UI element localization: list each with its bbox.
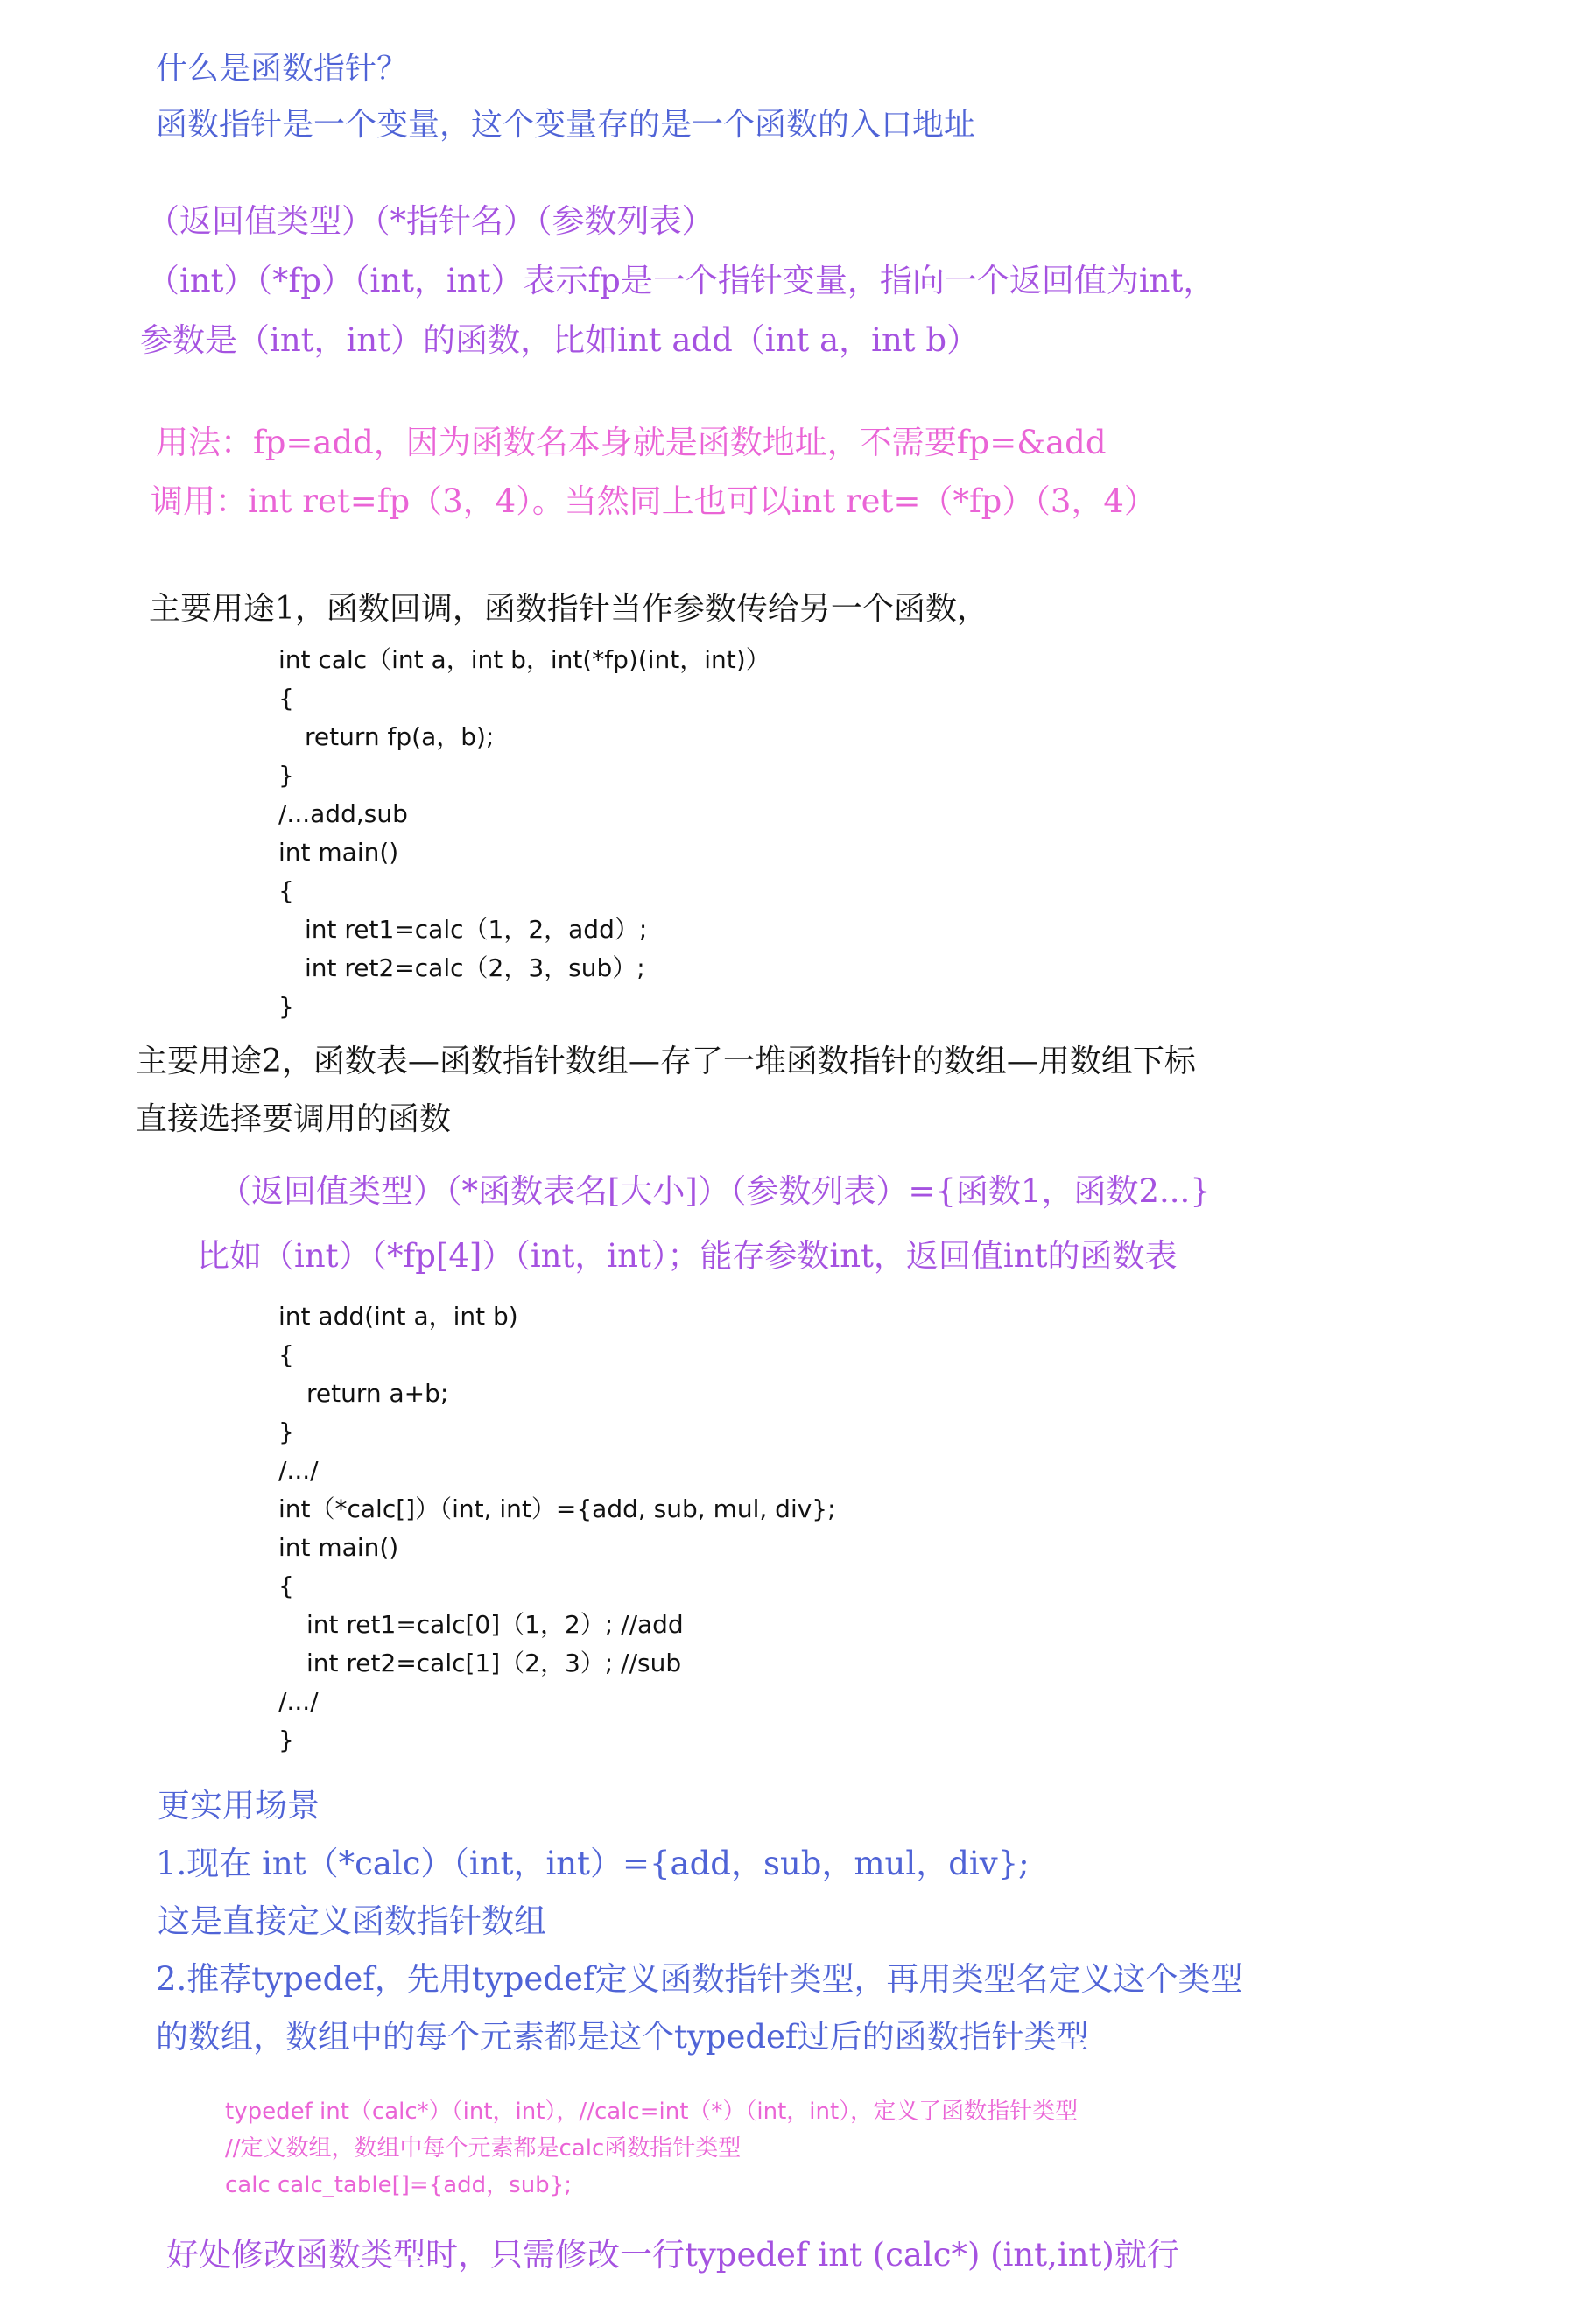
use2-code-line: int add(int a，int b) <box>278 1302 518 1331</box>
use2-code-line: } <box>278 1726 294 1754</box>
syntax-template: （返回值类型）（*指针名）（参数列表） <box>147 202 714 240</box>
use2-code-line: int main() <box>278 1533 399 1562</box>
use1-code-line: /...add,sub <box>278 799 408 828</box>
use2-code-line: { <box>278 1571 294 1600</box>
syntax-example-line1: （int）（*fp）（int，int）表示fp是一个指针变量，指向一个返回值为int， <box>147 262 1216 299</box>
use2-code-line: /.../ <box>278 1687 319 1716</box>
use1-code-line: int ret2=calc（2，3，sub）; <box>305 953 645 982</box>
use1-code-line: int ret1=calc（1，2，add）; <box>305 915 648 944</box>
use1-code-line: } <box>278 761 294 790</box>
use2-template: （返回值类型）（*函数表名[大小]）（参数列表）={函数1，函数2...} <box>219 1172 1211 1210</box>
practical-code-line: //定义数组，数组中每个元素都是calc函数指针类型 <box>225 2135 742 2162</box>
use2-heading-line1: 主要用途2，函数表—函数指针数组—存了一堆函数指针的数组—用数组下标 <box>136 1044 1196 1079</box>
syntax-example-line2: 参数是（int，int）的函数，比如int add（int a，int b） <box>140 321 980 359</box>
use2-code-line: int ret2=calc[1]（2，3）; //sub <box>306 1649 682 1677</box>
use1-code-line: { <box>278 684 294 713</box>
use2-code-line: int（*calc[]）（int, int）={add, sub, mul, div}; <box>278 1494 836 1523</box>
use1-code-line: { <box>278 876 294 905</box>
intro-question: 什么是函数指针？ <box>156 51 409 87</box>
use1-code-line: return fp(a，b); <box>305 722 495 751</box>
practical-benefit: 好处修改函数类型时，只需修改一行typedef int (calc*) (int,int)就行 <box>166 2236 1179 2274</box>
use2-code-line: /.../ <box>278 1456 319 1485</box>
usage-call: 调用：int ret=fp（3，4）。当然同上也可以int ret=（*fp）（3，4） <box>151 482 1157 520</box>
use2-code-line: } <box>278 1417 294 1446</box>
use1-code-line: int main() <box>278 838 399 867</box>
usage-assign: 用法：fp=add，因为函数名本身就是函数地址，不需要fp=&add <box>156 424 1107 461</box>
use1-code-line: } <box>278 992 294 1021</box>
intro-definition: 函数指针是一个变量，这个变量存的是一个函数的入口地址 <box>156 107 976 143</box>
use2-code-line: int ret1=calc[0]（1，2）; //add <box>306 1610 684 1639</box>
practical-item2-line2: 的数组，数组中的每个元素都是这个typedef过后的函数指针类型 <box>156 2018 1089 2056</box>
practical-heading: 更实用场景 <box>158 1787 320 1824</box>
use2-code-line: return a+b; <box>306 1379 449 1408</box>
use2-example: 比如（int）（*fp[4]）（int，int）；能存参数int，返回值int的函数表 <box>197 1237 1178 1275</box>
use2-heading-line2: 直接选择要调用的函数 <box>136 1101 452 1137</box>
practical-item2-line1: 2.推荐typedef，先用typedef定义函数指针类型，再用类型名定义这个类型 <box>156 1960 1243 1998</box>
use1-code-line: int calc（int a，int b，int(*fp)(int，int)） <box>278 645 770 674</box>
practical-code-line: calc calc_table[]={add，sub}; <box>225 2172 572 2198</box>
practical-item1: 1.现在 int（*calc）（int，int）={add，sub，mul，div}; <box>156 1845 1030 1882</box>
use1-heading: 主要用途1，函数回调，函数指针当作参数传给另一个函数， <box>149 591 988 627</box>
practical-item1-note: 这是直接定义函数指针数组 <box>158 1902 546 1940</box>
use2-code-line: { <box>278 1340 294 1369</box>
practical-code-line: typedef int（calc*）（int，int），//calc=int（*）（int，int），定义了函数指针类型 <box>225 2099 1079 2125</box>
